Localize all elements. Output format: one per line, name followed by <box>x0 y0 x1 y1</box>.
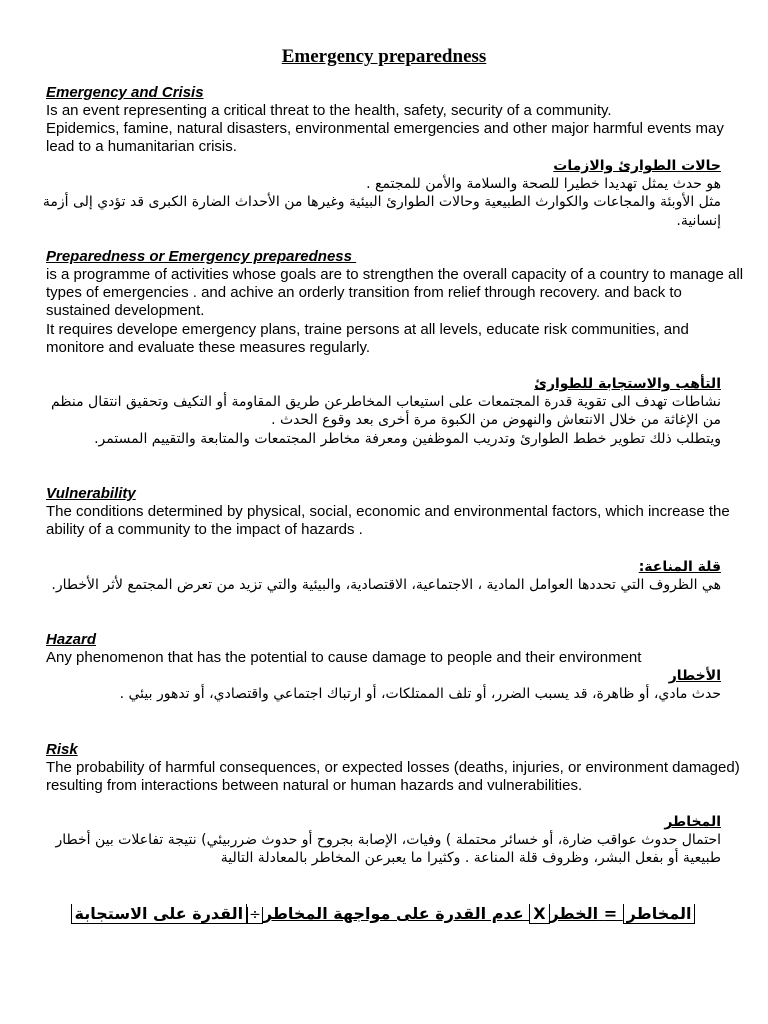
preparedness-en-heading: Preparedness or Emergency preparedness <box>46 248 357 265</box>
emergency-ar-heading: حالات الطوارئ والازمات <box>553 158 721 174</box>
hazard-en-text: Any phenomenon that has the potential to cause damage to people and their environment <box>46 649 642 666</box>
risk-ar-heading: المخاطر <box>664 814 721 830</box>
hazard-ar-heading: الأخطار <box>668 668 721 684</box>
vulnerability-ar-text: هي الظروف التي تحددها العوامل المادية ، الاجتماعية، الاقتصادية، والبيئية والتي تزيد من تعرض المجتمع لأثر الأخطار. <box>51 577 721 593</box>
formula-multiply-sign: X <box>529 904 549 924</box>
emergency-en-heading: Emergency and Crisis <box>46 84 204 101</box>
formula-risk-term: المخاطر <box>623 904 696 924</box>
formula-vulnerability-term: عدم القدرة على مواجهة المخاطر <box>262 904 524 923</box>
formula-equals-sign: = <box>603 904 618 923</box>
preparedness-ar-text: نشاطات تهدف الى تقوية قدرة المجتمعات على استيعاب المخاطرعن طريق المقاومة أو التكيف وتحقيق انتقال منظم من الإغاثة من خلال الانتعاش والنهوض من الكبوة مرة أخرى بعد وقوع الحدث . ويتطلب ذلك تطوير خطط الطوارئ وتدريب الموظفين ومعرفة مخاطر المجتمعات والمتابعة والتقييم المستمر. <box>51 394 721 447</box>
vulnerability-en-text: The conditions determined by physical, social, economic and environmental factors, which increase the ability of a community to the impact of hazards . <box>46 503 730 539</box>
risk-ar-text: احتمال حدوث عواقب ضارة، أو خسائر محتملة ) وفيات، الإصابة بجروح أو حدوث ضرربيئي) نتيجة تفاعلات بين أخطار طبيعية أو بفعل البشر، وظروف قلة المناعة . وكثيرا ما يعبرعن المخاطر بالمعادلة التالية <box>55 832 721 867</box>
formula-divide-sign: ÷ <box>249 907 261 923</box>
preparedness-ar-heading: التأهب والاستجابة للطوارئ <box>534 376 721 392</box>
vulnerability-en-heading: Vulnerability <box>46 485 136 502</box>
document-title: Emergency preparedness <box>281 46 487 67</box>
hazard-ar-text: حدث مادي، أو ظاهرة، قد يسبب الضرر، أو تلف الممتلكات، أو ارتباك اجتماعي واقتصادي، أو تدهور بيئي . <box>119 686 721 702</box>
formula-capacity-term: القدرة على الاستجابة <box>71 904 248 924</box>
preparedness-en-text: is a programme of activities whose goals are to strengthen the overall capacity of a country to manage all types of emergencies . and achive an orderly transition from relief through recovery. and back to sustained development. It requires develope emergency plans, traine persons at all levels, educate risk communities, and monitore and evaluate these measures regularly. <box>46 266 744 356</box>
formula-hazard-term: الخطر <box>549 904 599 923</box>
risk-en-text: The probability of harmful consequences, or expected losses (deaths, injuries, or environment damaged) resulting from interactions between natural or human hazards and vulnerabilities. <box>46 759 740 795</box>
hazard-en-heading: Hazard <box>46 631 97 648</box>
risk-formula <box>62 902 704 927</box>
vulnerability-ar-heading: قلة المناعة: <box>638 559 721 575</box>
emergency-ar-text: هو حدث يمثل تهديدا خطيرا للصحة والسلامة والأمن للمجتمع . مثل الأوبئة والمجاعات والكوارث الطبيعية وحالات الطوارئ البيئية وغيرها من الأحداث الضارة الكبرى قد تؤدي إلى أزمة إنسانية. <box>42 176 721 229</box>
emergency-en-text: Is an event representing a critical threat to the health, safety, security of a community. Epidemics, famine, natural disasters, environmental emergencies and other major harmful events may lead to a humanitarian crisis. <box>46 102 724 156</box>
risk-en-heading: Risk <box>46 741 78 758</box>
